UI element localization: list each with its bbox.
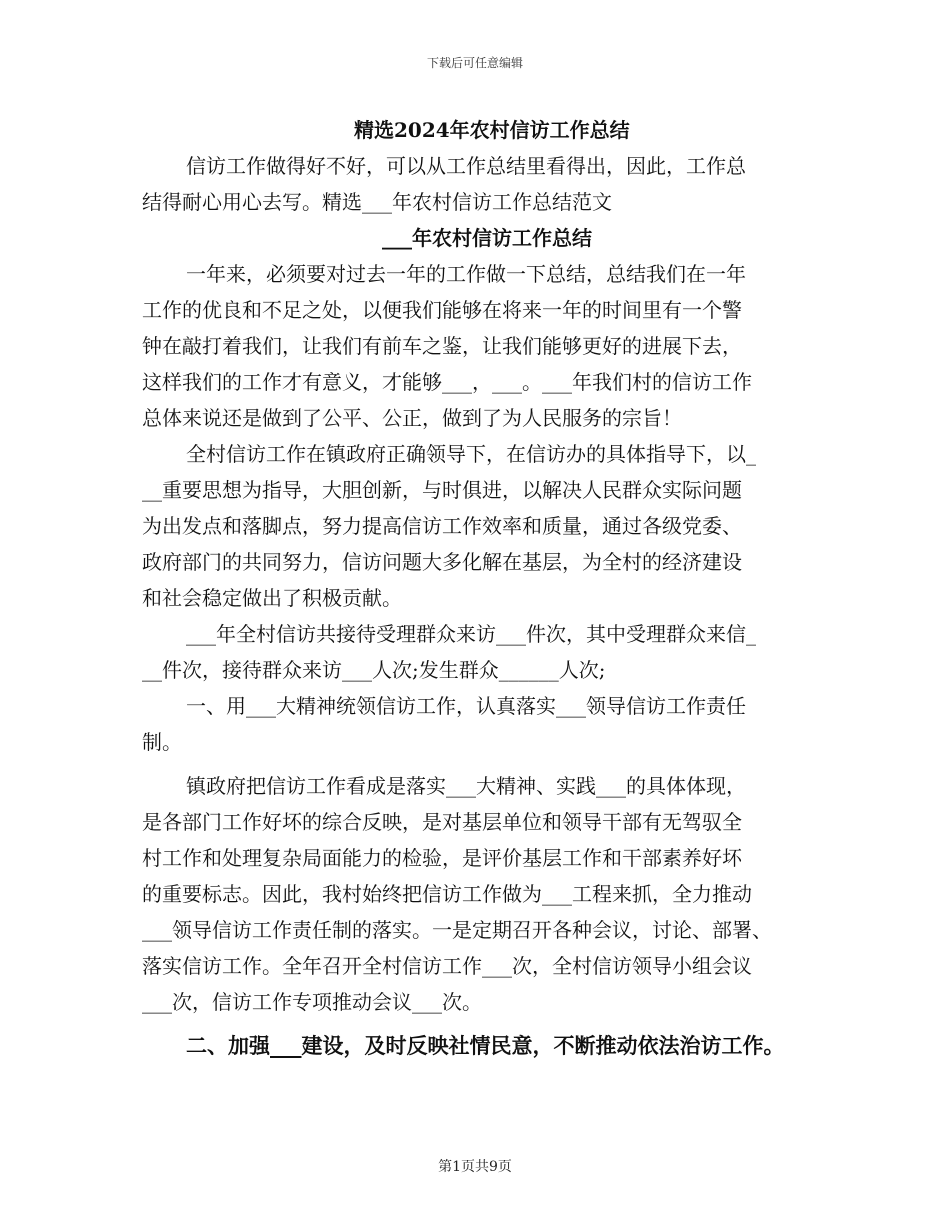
paragraph-gap — [142, 760, 808, 768]
document-lines — [142, 148, 808, 1064]
section-heading: 二、加强___建设，及时反映社情民意，不断推动依法治访工作。 — [186, 1033, 785, 1058]
text-line: 全村信访工作在镇政府正确领导下，在信访办的具体指导下，以_ — [186, 442, 756, 466]
text-line: 总体来说还是做到了公平、公正，做到了为人民服务的宗旨！ — [142, 406, 682, 430]
text-line: 钟在敲打着我们，让我们有前车之鉴，让我们能够更好的进展下去， — [142, 334, 742, 358]
text-line: ___领导信访工作责任制的落实。一是定期召开各种会议，讨论、部署、 — [142, 918, 772, 942]
text-line: 为出发点和落脚点，努力提高信访工作效率和质量，通过各级党委、 — [142, 514, 742, 538]
text-line: 和社会稳定做出了积极贡献。 — [142, 586, 402, 610]
header-note: 下载后可任意编辑 — [426, 56, 523, 70]
text-line: 这样我们的工作才有意义，才能够___，___。___年我们村的信访工作 — [142, 370, 752, 394]
page-number: 第1页共9页 — [438, 1159, 512, 1175]
text-line: 工作的优良和不足之处，以便我们能够在将来一年的时间里有一个警 — [142, 298, 742, 322]
text-line: 一年来，必须要对过去一年的工作做一下总结，总结我们在一年 — [186, 262, 746, 286]
text-line: 镇政府把信访工作看成是落实___大精神、实践___的具体体现， — [186, 774, 746, 798]
text-line: ___年全村信访共接待受理群众来访___件次，其中受理群众来信_ — [186, 622, 756, 646]
document-body — [142, 112, 808, 1064]
section-title: ___年农村信访工作总结 — [382, 226, 592, 250]
text-line: 信访工作做得好不好，可以从工作总结里看得出，因此，工作总 — [186, 154, 746, 178]
text-line: 一、用___大精神统领信访工作，认真落实___领导信访工作责任 — [186, 694, 746, 718]
text-line: 结得耐心用心去写。精选___年农村信访工作总结范文 — [142, 190, 612, 214]
text-line: __件次，接待群众来访___人次;发生群众______人次; — [142, 658, 606, 682]
text-line: ___次，信访工作专项推动会议___次。 — [142, 990, 482, 1014]
text-line: __重要思想为指导，大胆创新，与时俱进，以解决人民群众实际问题 — [142, 478, 742, 502]
text-line: 落实信访工作。全年召开全村信访工作___次，全村信访领导小组会议 — [142, 954, 752, 978]
text-line: 制。 — [142, 730, 182, 754]
text-line: 是各部门工作好坏的综合反映，是对基层单位和领导干部有无驾驭全 — [142, 810, 742, 834]
text-line: 的重要标志。因此，我村始终把信访工作做为___工程来抓，全力推动 — [142, 882, 752, 906]
text-line: 政府部门的共同努力，信访问题大多化解在基层，为全村的经济建设 — [142, 550, 742, 574]
document-title: 精选2024年农村信访工作总结 — [354, 118, 630, 142]
text-line: 村工作和处理复杂局面能力的检验，是评价基层工作和干部素养好坏 — [142, 846, 742, 870]
